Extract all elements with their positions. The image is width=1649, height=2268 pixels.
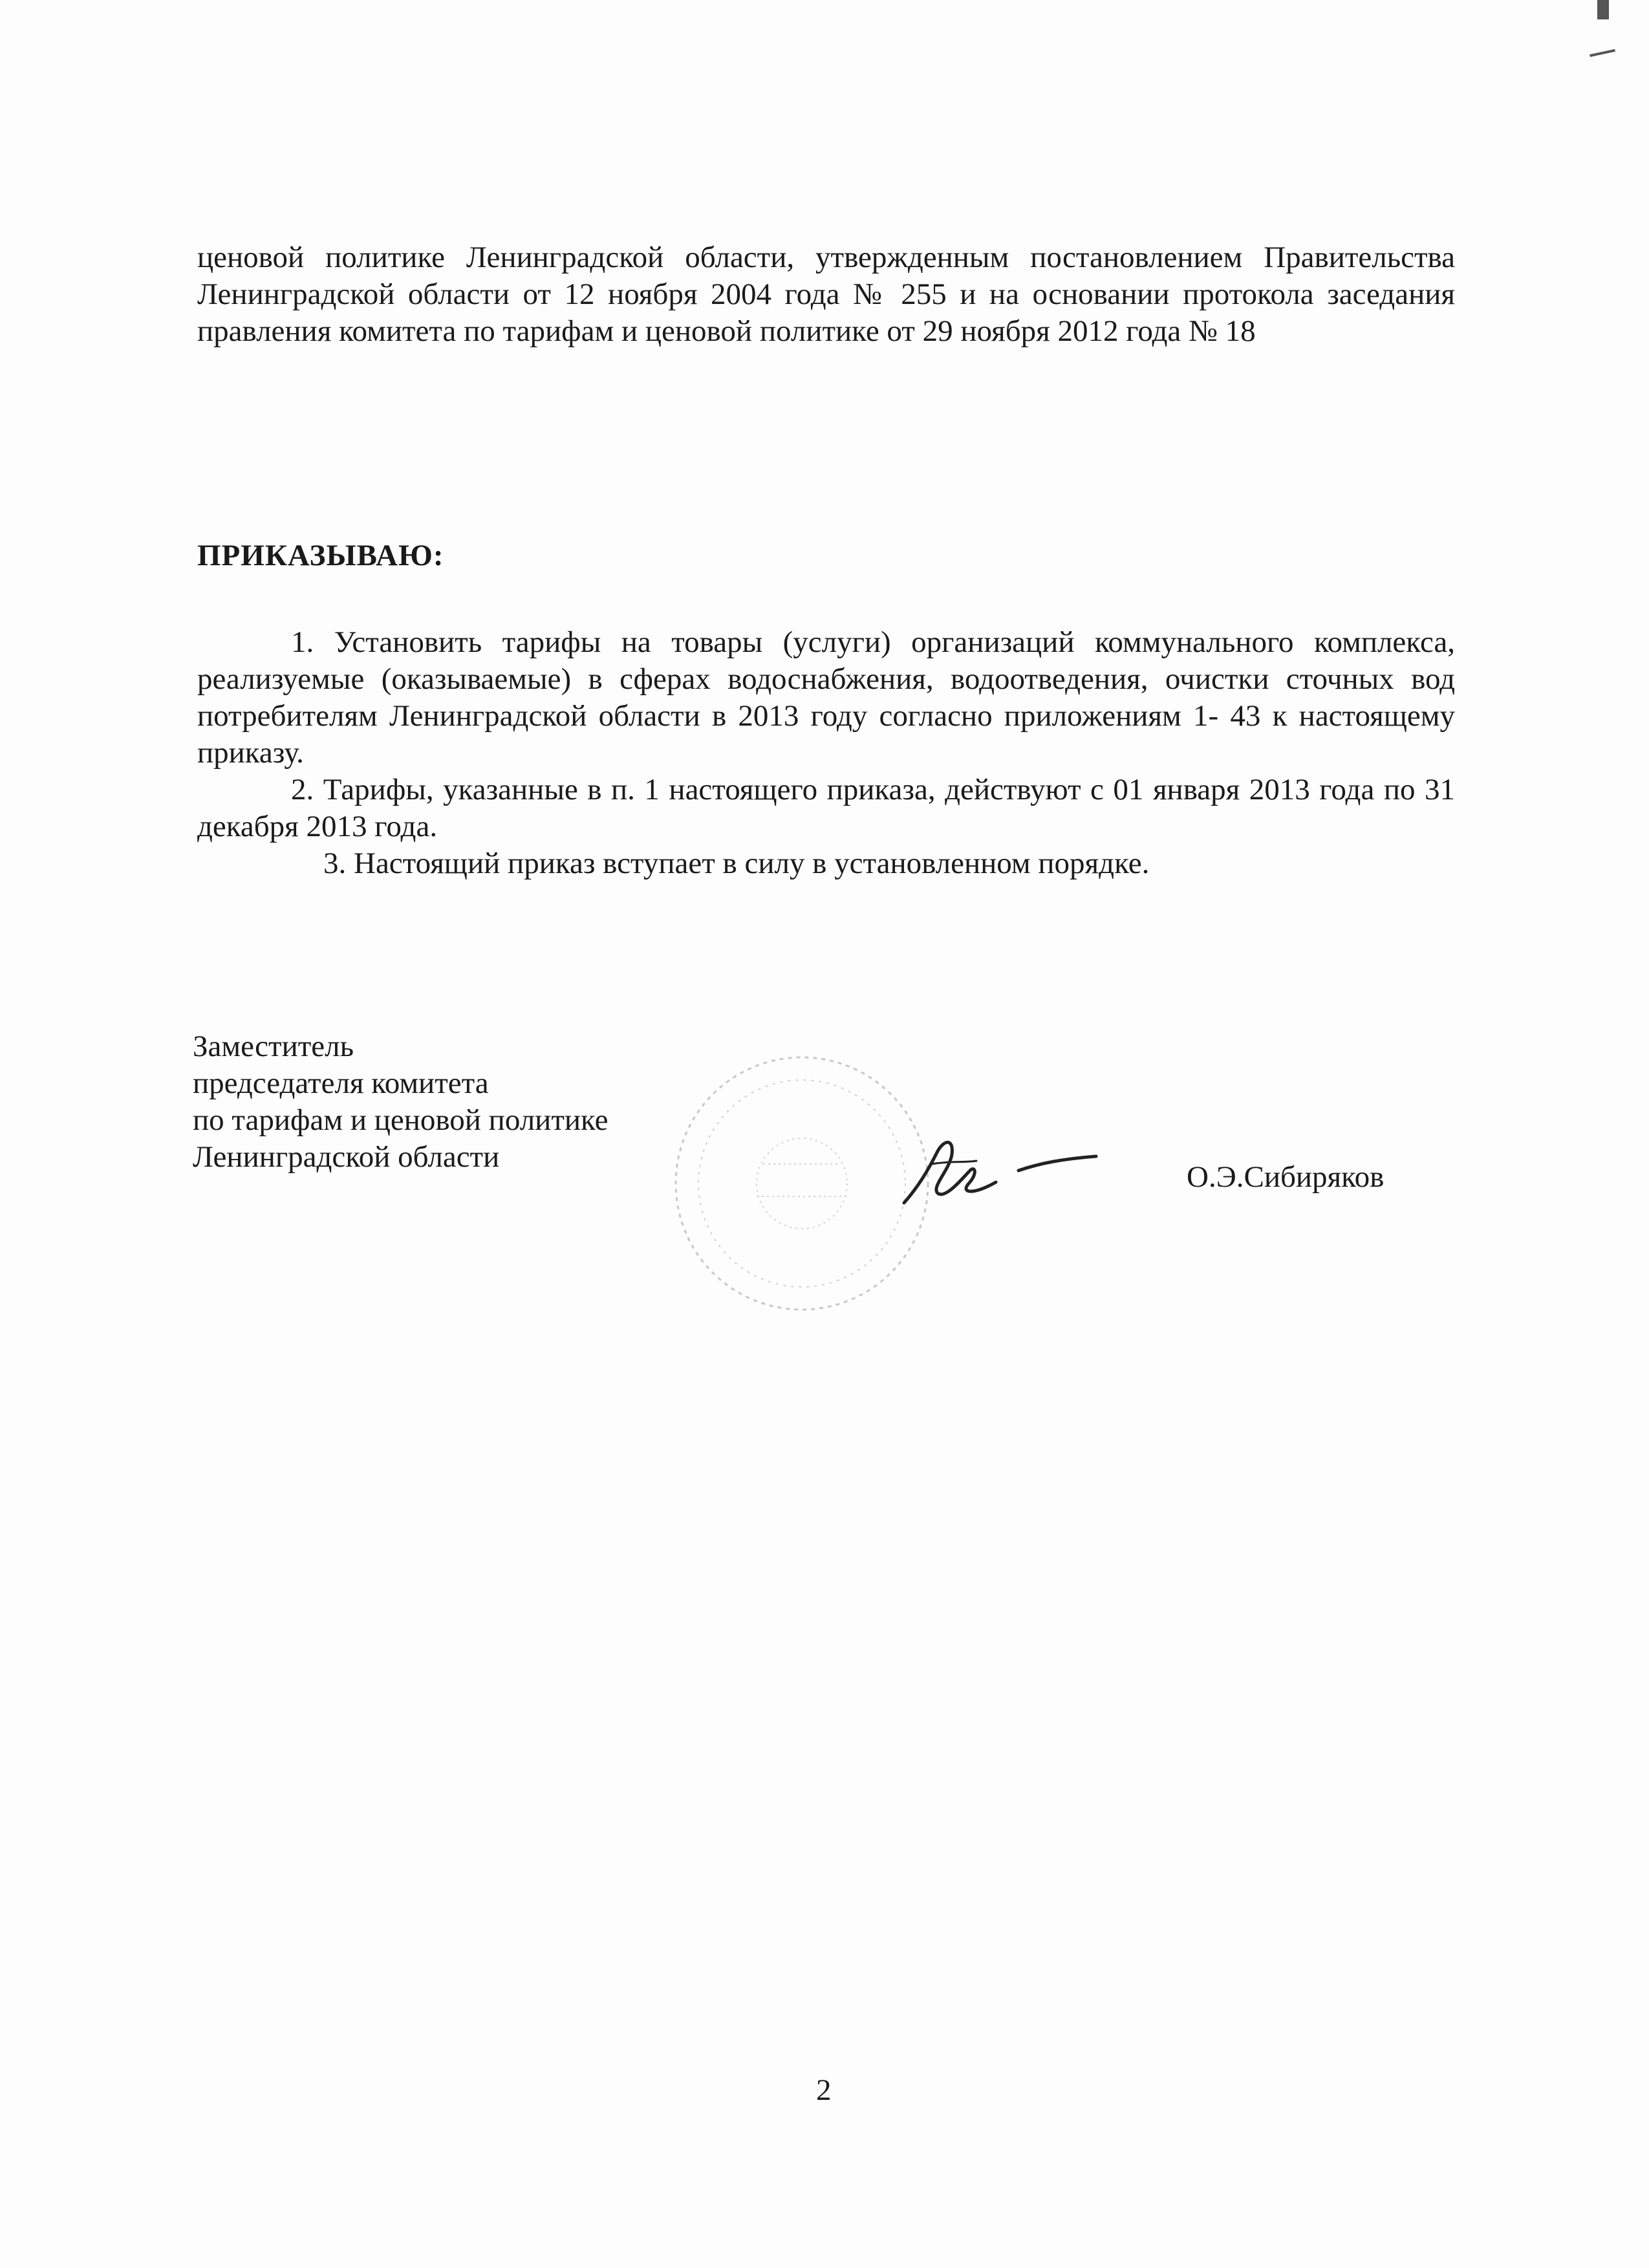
order-item-2: 2. Тарифы, указанные в п. 1 настоящего приказа, действуют с 01 января 2013 года по 31 декабря 2013 года. bbox=[197, 773, 1455, 843]
scan-edge-mark bbox=[1597, 0, 1609, 19]
order-item-1: 1. Установить тарифы на товары (услуги) организаций коммунального комплекса, реализуемые (оказываемые) в сферах водоснабжения, водоотведения, очистки сточных вод потребителям Ленинградской области в 2013 году согласно приложениям 1- 43 к настоящему приказу. bbox=[197, 625, 1455, 770]
scan-edge-mark bbox=[1590, 49, 1615, 57]
signer-block bbox=[193, 1028, 609, 1176]
signer-title-line-4: Ленинградской области bbox=[193, 1140, 500, 1174]
intro-paragraph: ценовой политике Ленинградской области, утвержденным постановлением Правительства Ленинградской области от 12 ноября 2004 года № 255 и на основании протокола заседания правления комитета по тарифам и ценовой политике от 29 ноября 2012 года № 18 bbox=[197, 241, 1455, 348]
signer-title-line-1: Заместитель bbox=[193, 1030, 354, 1063]
signer-title-line-2: председателя комитета bbox=[193, 1066, 489, 1100]
order-items bbox=[197, 624, 1455, 882]
signature-icon bbox=[892, 1125, 1106, 1216]
order-item-3: 3. Настоящий приказ вступает в силу в установленном порядке. bbox=[323, 847, 1150, 880]
signer-name: О.Э.Сибиряков bbox=[1187, 1160, 1385, 1194]
page-number: 2 bbox=[816, 2073, 832, 2107]
signer-title-line-3: по тарифам и ценовой политике bbox=[193, 1103, 609, 1137]
order-heading: ПРИКАЗЫВАЮ: bbox=[197, 539, 444, 572]
